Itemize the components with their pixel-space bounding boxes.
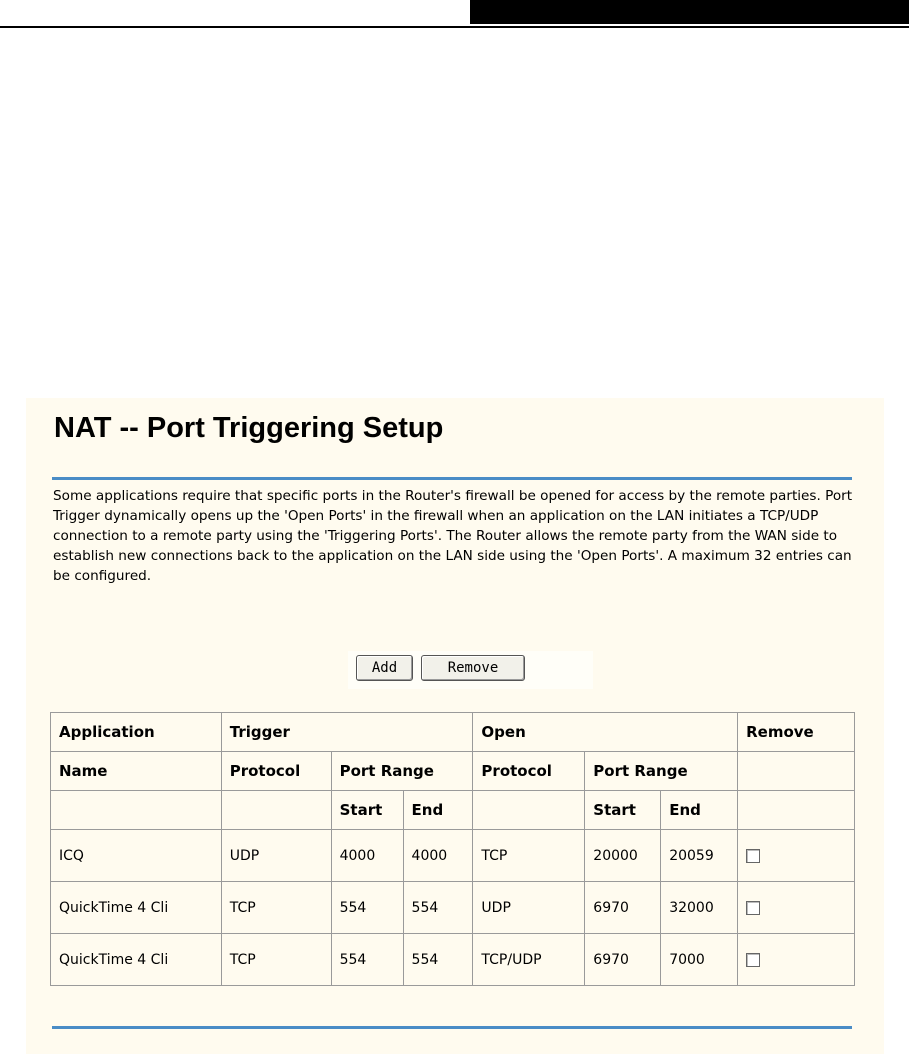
header-row — [51, 713, 855, 752]
remove-checkbox[interactable] — [746, 849, 760, 863]
col-header-trigger-start: Start — [331, 791, 403, 830]
cell-trigger-end: 4000 — [403, 830, 473, 882]
cell-remove — [738, 882, 855, 934]
table-row — [51, 882, 855, 934]
cell-open-end: 7000 — [661, 934, 738, 986]
col-header-name: Name — [51, 752, 222, 791]
port-triggering-table — [50, 712, 855, 986]
remove-checkbox[interactable] — [746, 901, 760, 915]
col-header-open-end: End — [661, 791, 738, 830]
cell-open-protocol: TCP — [473, 830, 585, 882]
header-black-bar — [470, 0, 909, 24]
cell-open-protocol: TCP/UDP — [473, 934, 585, 986]
header-row — [51, 791, 855, 830]
cell-open-end: 32000 — [661, 882, 738, 934]
page-title: NAT -- Port Triggering Setup — [54, 412, 444, 444]
table-row — [51, 830, 855, 882]
cell-open-end: 20059 — [661, 830, 738, 882]
empty-header-cell — [473, 791, 585, 830]
button-bar — [348, 651, 593, 689]
col-header-trigger-port-range: Port Range — [331, 752, 473, 791]
col-header-trigger-protocol: Protocol — [221, 752, 331, 791]
remove-checkbox[interactable] — [746, 953, 760, 967]
col-header-open-protocol: Protocol — [473, 752, 585, 791]
empty-header-cell — [738, 752, 855, 791]
page-description: Some applications require that specific ports in the Router's firewall be opened for access by the remote parties. Port Trigger dynamically opens up the 'Open Ports' in the firewall when an application on the LAN initiates a TCP/UDP connection to a remote party using the 'Triggering Ports'. The Router allows the remote party from the WAN side to establish new connections back to the application on the LAN side using the 'Open Ports'. A maximum 32 entries can be configured. — [53, 488, 853, 584]
cell-open-start: 6970 — [585, 882, 661, 934]
remove-button[interactable]: Remove — [421, 655, 525, 681]
header-row — [51, 752, 855, 791]
empty-header-cell — [51, 791, 222, 830]
cell-trigger-end: 554 — [403, 934, 473, 986]
col-header-open-start: Start — [585, 791, 661, 830]
cell-open-protocol: UDP — [473, 882, 585, 934]
cell-application-name: ICQ — [51, 830, 222, 882]
cell-trigger-protocol: UDP — [221, 830, 331, 882]
cell-trigger-start: 4000 — [331, 830, 403, 882]
header-rule — [0, 26, 909, 28]
cell-application-name: QuickTime 4 Cli — [51, 882, 222, 934]
title-divider — [52, 477, 852, 480]
cell-trigger-start: 554 — [331, 934, 403, 986]
col-header-open-port-range: Port Range — [585, 752, 738, 791]
col-header-trigger: Trigger — [221, 713, 473, 752]
col-header-remove: Remove — [738, 713, 855, 752]
cell-remove — [738, 830, 855, 882]
add-button[interactable]: Add — [356, 655, 413, 681]
cell-open-start: 6970 — [585, 934, 661, 986]
port-triggering-panel — [26, 398, 884, 1054]
cell-trigger-end: 554 — [403, 882, 473, 934]
table-row — [51, 934, 855, 986]
cell-trigger-protocol: TCP — [221, 882, 331, 934]
cell-remove — [738, 934, 855, 986]
col-header-trigger-end: End — [403, 791, 473, 830]
empty-header-cell — [221, 791, 331, 830]
cell-trigger-start: 554 — [331, 882, 403, 934]
cell-trigger-protocol: TCP — [221, 934, 331, 986]
empty-header-cell — [738, 791, 855, 830]
cell-application-name: QuickTime 4 Cli — [51, 934, 222, 986]
bottom-divider — [52, 1026, 852, 1029]
col-header-open: Open — [473, 713, 738, 752]
cell-open-start: 20000 — [585, 830, 661, 882]
col-header-application: Application — [51, 713, 222, 752]
